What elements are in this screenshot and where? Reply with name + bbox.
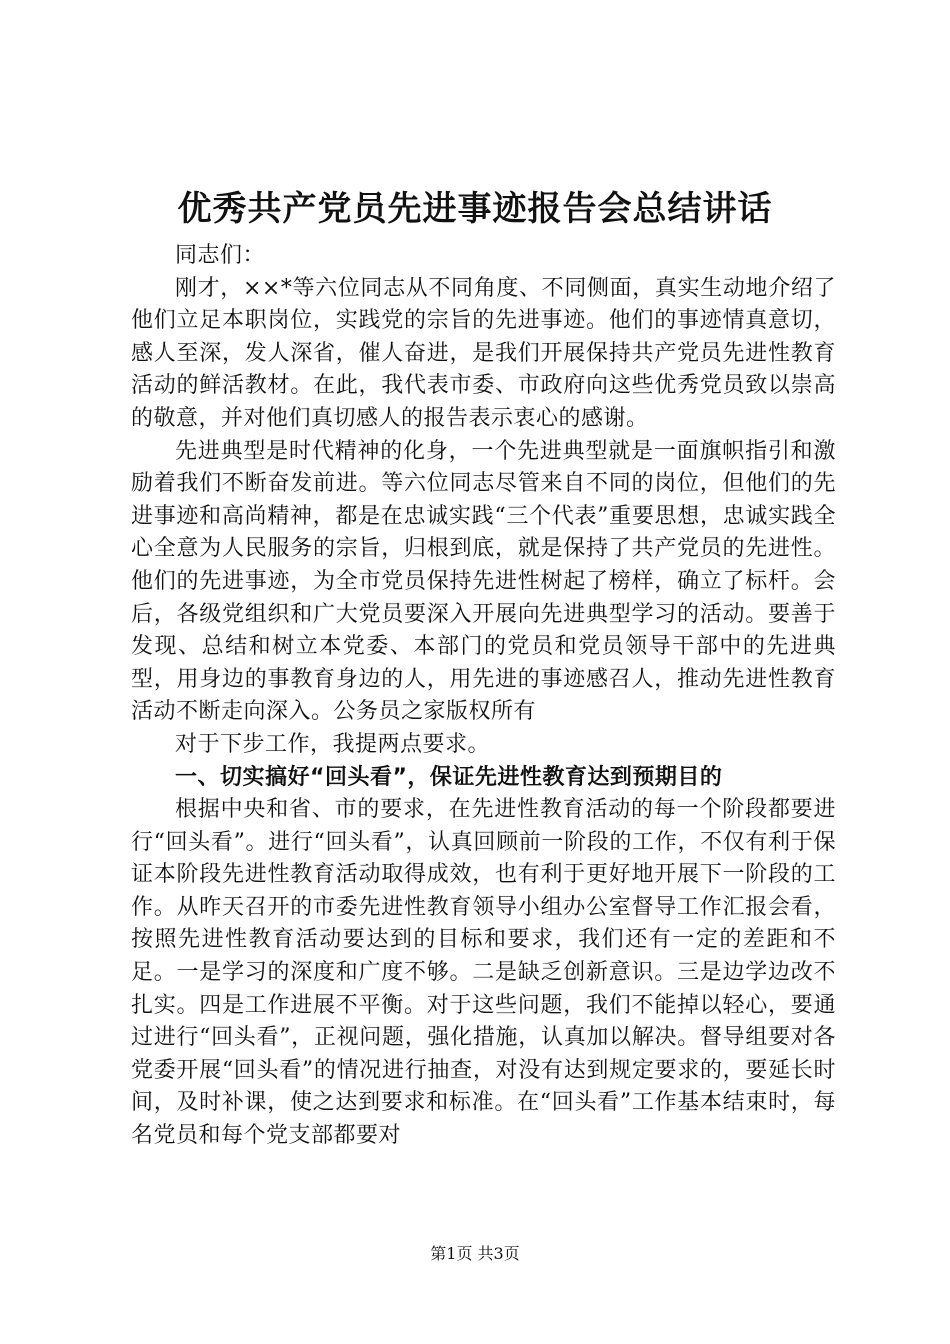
paragraph-requirements-intro: 对于下步工作，我提两点要求。: [175, 731, 491, 757]
section-heading: 一、切实搞好“回头看”，保证先进性教育达到预期目的: [175, 764, 723, 790]
greeting: 同志们：: [175, 243, 266, 268]
document-body: [131, 240, 836, 1153]
paragraph-advanced-models: 先进典型是时代精神的化身，一个先进典型就是一面旗帜指引和激励着我们不断奋发前进。等六位同志尽管来自不同的岗位，但他们的先进事迹和高尚精神，都是在忠诚实践“三个代表”重要思想，忠诚实践全心全意为人民服务的宗旨，归根到底，就是保持了共产党员的先进性。他们的先进事迹，为全市党员保持先进性树起了榜样，确立了标杆。会后，各级党组织和广大党员要深入开展向先进典型学习的活动。要善于发现、总结和树立本党委、本部门的党员和党员领导干部中的先进典型，用身边的事教育身边的人，用先进的事迹感召人，推动先进性教育活动不断走向深入。公务员之家版权所有: [131, 438, 836, 725]
document-title: 优秀共产党员先进事迹报告会总结讲话: [177, 189, 773, 229]
paragraph-opening: 刚才，××*等六位同志从不同角度、不同侧面，真实生动地介绍了他们立足本职岗位，实践党的宗旨的先进事迹。他们的事迹情真意切，感人至深，发人深省，催人奋进，是我们开展保持共产党员先进性教育活动的鲜活教材。在此，我代表市委、市政府向这些优秀党员致以崇高的敬意，并对他们真切感人的报告表示衷心的感谢。: [131, 275, 836, 431]
page-indicator: 第1页 共3页: [430, 1244, 520, 1263]
paragraph-section-one: 根据中央和省、市的要求，在先进性教育活动的每一个阶段都要进行“回头看”。进行“回头看”，认真回顾前一阶段的工作，不仅有利于保证本阶段先进性教育活动取得成效，也有利于更好地开展下一阶段的工作。从昨天召开的市委先进性教育领导小组办公室督导工作汇报会看，按照先进性教育活动要达到的目标和要求，我们还有一定的差距和不足。一是学习的深度和广度不够。二是缺乏创新意识。三是边学边改不扎实。四是工作进展不平衡。对于这些问题，我们不能掉以轻心，要通过进行“回头看”，正视问题，强化措施，认真加以解决。督导组要对各党委开展“回头看”的情况进行抽查，对没有达到规定要求的，要延长时间，及时补课，使之达到要求和标准。在“回头看”工作基本结束时，每名党员和每个党支部都要对: [131, 797, 836, 1149]
